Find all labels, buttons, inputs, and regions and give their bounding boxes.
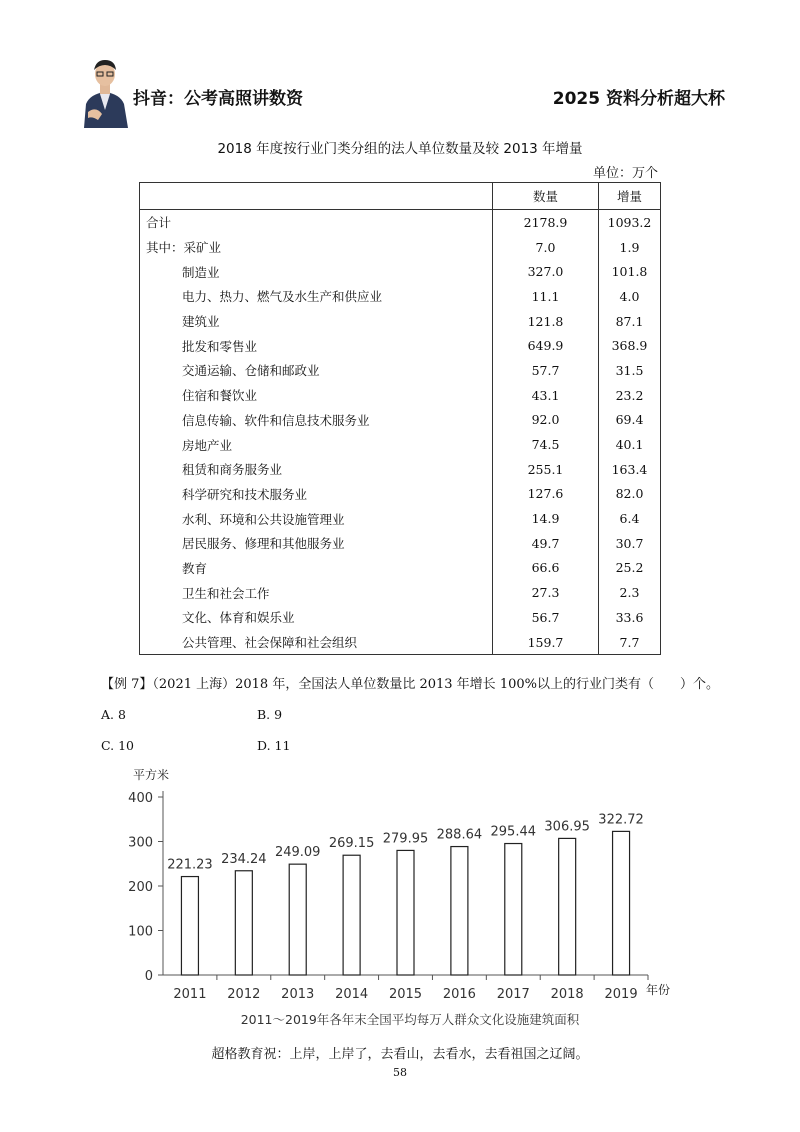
row-label: 房地产业 bbox=[140, 432, 493, 457]
footer-slogan: 超格教育祝：上岸，上岸了，去看山，去看水，去看祖国之辽阔。 bbox=[211, 1047, 589, 1062]
row-label: 交通运输、仓储和邮政业 bbox=[140, 358, 493, 383]
row-label: 电力、热力、燃气及水生产和供应业 bbox=[140, 284, 493, 309]
row-increase: 1.9 bbox=[619, 239, 640, 255]
row-label: 居民服务、修理和其他服务业 bbox=[140, 531, 493, 556]
row-count: 43.1 bbox=[493, 383, 599, 408]
row-label: 信息传输、软件和信息技术服务业 bbox=[140, 408, 493, 433]
row-label: 教育 bbox=[140, 556, 493, 581]
row-count: 327.0 bbox=[493, 259, 599, 284]
x-tick-label: 2014 bbox=[335, 987, 369, 1002]
row-count: 11.1 bbox=[493, 284, 599, 309]
row-increase: 2.3 bbox=[619, 585, 640, 601]
row-count: 649.9 bbox=[493, 333, 599, 358]
x-tick-label: 2019 bbox=[604, 987, 638, 1002]
bar bbox=[343, 855, 360, 975]
row-increase: 163.4 bbox=[611, 461, 648, 477]
bar bbox=[397, 850, 414, 975]
bar-value-label: 269.15 bbox=[328, 836, 375, 852]
row-label: 其中：采矿业 bbox=[140, 235, 493, 260]
x-tick-label: 2017 bbox=[496, 987, 530, 1002]
row-label: 建筑业 bbox=[140, 309, 493, 334]
bar-value-label: 306.95 bbox=[544, 819, 590, 835]
option-d: D. 11 bbox=[257, 738, 291, 753]
option-a: A. 8 bbox=[101, 707, 126, 722]
bar-value-label: 295.44 bbox=[490, 824, 537, 840]
row-increase: 31.5 bbox=[615, 362, 644, 378]
bar-value-label: 221.23 bbox=[167, 857, 213, 873]
row-label: 文化、体育和娱乐业 bbox=[140, 605, 493, 630]
row-increase: 368.9 bbox=[611, 338, 648, 354]
bar bbox=[613, 831, 630, 975]
row-increase: 101.8 bbox=[611, 264, 648, 280]
row-label: 水利、环境和公共设施管理业 bbox=[140, 506, 493, 531]
bar bbox=[451, 847, 468, 975]
row-label: 公共管理、社会保障和社会组织 bbox=[140, 630, 493, 655]
question-text: 【例 7】（2021 上海）2018 年，全国法人单位数量比 2013 年增长 100%以上的行业门类有（ ）个。 bbox=[101, 677, 719, 692]
row-increase: 69.4 bbox=[615, 412, 644, 428]
row-count: 57.7 bbox=[493, 358, 599, 383]
row-increase: 23.2 bbox=[615, 387, 644, 403]
chart-title: 2011～2019年各年末全国平均每万人群众文化设施建筑面积 bbox=[240, 1012, 580, 1027]
bar-value-label: 279.95 bbox=[382, 831, 429, 847]
y-tick-label: 200 bbox=[128, 880, 153, 895]
x-tick-label: 2013 bbox=[281, 987, 315, 1002]
x-axis-label: 年份 bbox=[646, 983, 671, 997]
bar bbox=[235, 871, 252, 975]
row-increase: 33.6 bbox=[615, 609, 644, 625]
x-tick-label: 2012 bbox=[227, 987, 261, 1002]
bar bbox=[289, 864, 306, 975]
row-increase: 82.0 bbox=[615, 486, 644, 502]
y-tick-label: 0 bbox=[144, 969, 153, 984]
row-increase: 6.4 bbox=[619, 511, 640, 527]
bar-value-label: 234.24 bbox=[221, 851, 267, 867]
y-tick-label: 400 bbox=[128, 791, 153, 806]
bar bbox=[505, 844, 522, 975]
row-label: 卫生和社会工作 bbox=[140, 580, 493, 605]
option-c: C. 10 bbox=[101, 738, 134, 753]
x-tick-label: 2015 bbox=[388, 987, 423, 1002]
row-count: 255.1 bbox=[493, 457, 599, 482]
x-tick-label: 2018 bbox=[550, 987, 584, 1002]
row-count: 14.9 bbox=[493, 506, 599, 531]
row-label: 科学研究和技术服务业 bbox=[140, 482, 493, 507]
column-header: 增量 bbox=[599, 183, 661, 210]
bar-value-label: 249.09 bbox=[274, 845, 321, 861]
row-count: 27.3 bbox=[493, 580, 599, 605]
row-count: 2178.9 bbox=[493, 210, 599, 235]
page-number: 58 bbox=[393, 1066, 407, 1079]
row-count: 7.0 bbox=[493, 235, 599, 260]
row-count: 127.6 bbox=[493, 482, 599, 507]
x-tick-label: 2011 bbox=[173, 987, 207, 1002]
y-tick-label: 300 bbox=[128, 835, 153, 851]
column-header: 数量 bbox=[493, 183, 599, 210]
row-count: 92.0 bbox=[493, 408, 599, 433]
row-count: 56.7 bbox=[493, 605, 599, 630]
row-count: 121.8 bbox=[493, 309, 599, 334]
row-increase: 25.2 bbox=[615, 560, 644, 576]
bar bbox=[181, 877, 198, 975]
row-increase: 87.1 bbox=[615, 313, 644, 329]
bar-value-label: 322.72 bbox=[598, 812, 644, 828]
row-increase: 4.0 bbox=[619, 288, 640, 304]
row-count: 66.6 bbox=[493, 556, 599, 581]
row-label: 住宿和餐饮业 bbox=[140, 383, 493, 408]
row-increase: 30.7 bbox=[615, 535, 644, 551]
row-label: 租赁和商务服务业 bbox=[140, 457, 493, 482]
row-label: 制造业 bbox=[140, 259, 493, 284]
bar-value-label: 288.64 bbox=[436, 827, 483, 843]
table-title: 2018 年度按行业门类分组的法人单位数量及较 2013 年增量 bbox=[217, 141, 583, 157]
option-b: B. 9 bbox=[257, 707, 283, 722]
row-label: 合计 bbox=[140, 210, 493, 235]
x-tick-label: 2016 bbox=[442, 987, 476, 1002]
row-count: 74.5 bbox=[493, 432, 599, 457]
row-count: 159.7 bbox=[493, 630, 599, 655]
y-axis-label: 平方米 bbox=[133, 768, 170, 782]
y-tick-label: 100 bbox=[128, 924, 153, 940]
row-increase: 7.7 bbox=[619, 634, 640, 650]
bar bbox=[559, 838, 576, 975]
row-count: 49.7 bbox=[493, 531, 599, 556]
header-channel: 抖音：公考高照讲数资 bbox=[133, 89, 303, 109]
row-increase: 40.1 bbox=[615, 437, 644, 453]
row-label: 批发和零售业 bbox=[140, 333, 493, 358]
row-increase: 1093.2 bbox=[607, 214, 652, 230]
header-book-title: 2025 资料分析超大杯 bbox=[552, 89, 725, 109]
table-unit: 单位：万个 bbox=[592, 166, 658, 181]
